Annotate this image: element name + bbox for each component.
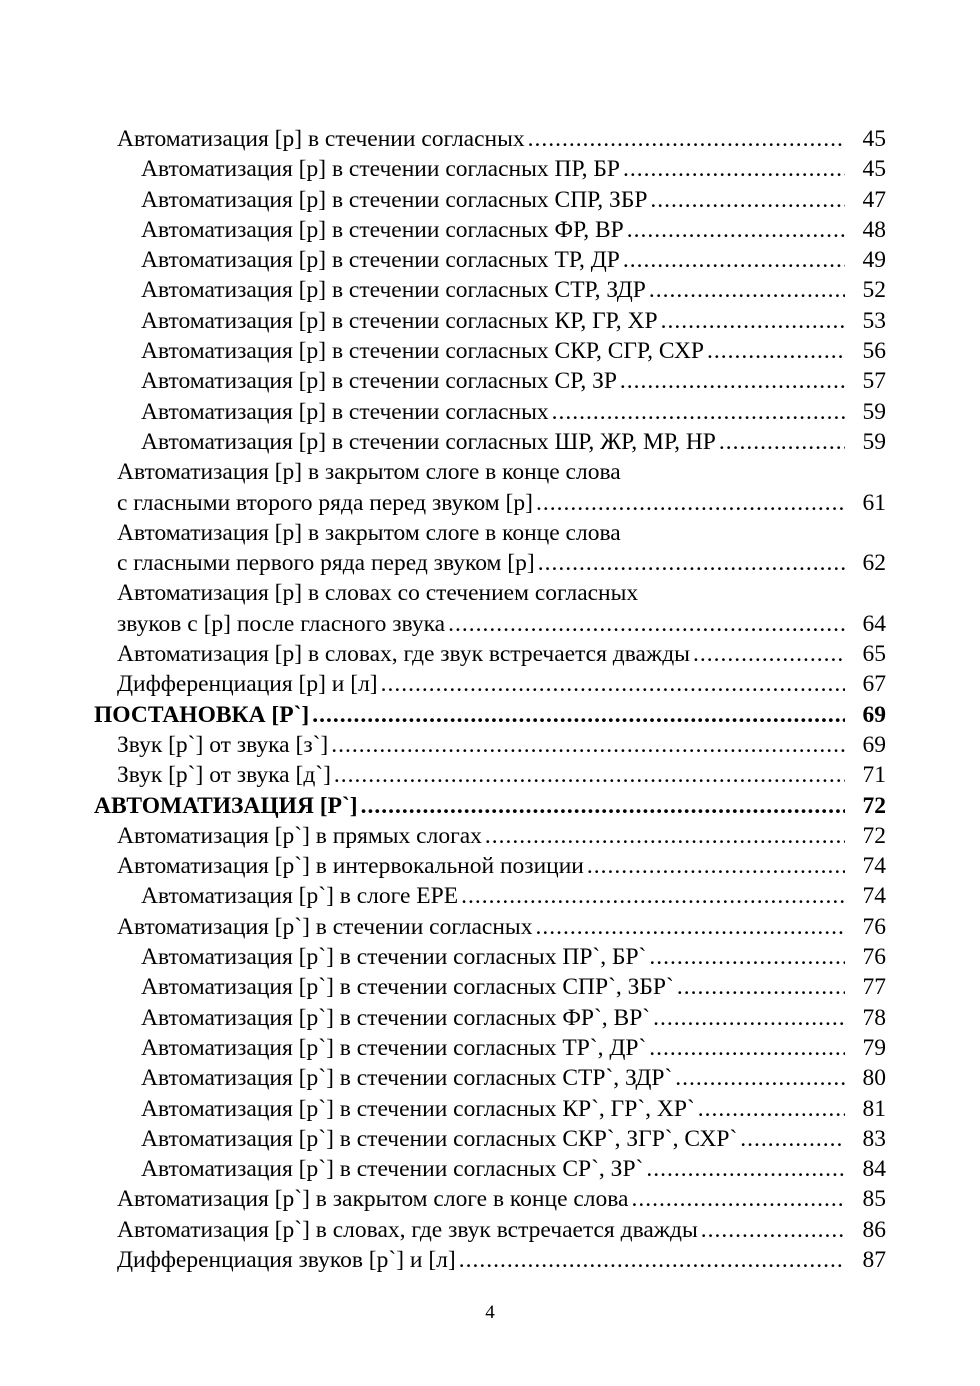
dot-leader bbox=[698, 1094, 845, 1124]
toc-entry-title: Автоматизация [р`] в стечении согласных ТР`, ДР` bbox=[141, 1034, 647, 1061]
toc-entry-page: 77 bbox=[862, 974, 886, 1001]
dot-leader bbox=[461, 881, 845, 911]
toc-entry-title: Автоматизация [р] в стечении согласных СПР, ЗБР bbox=[141, 186, 648, 213]
toc-entry-title: Автоматизация [р`] в стечении согласных СПР`, ЗБР` bbox=[141, 974, 674, 1001]
toc-entry[interactable] bbox=[0, 366, 980, 396]
toc-entry-page: 52 bbox=[862, 277, 886, 304]
toc-entry[interactable] bbox=[0, 972, 980, 1002]
toc-entry-title: Автоматизация [р`] в стечении согласных ПР`, БР` bbox=[141, 944, 647, 971]
toc-entry[interactable] bbox=[0, 912, 980, 942]
toc-entry[interactable] bbox=[0, 578, 980, 639]
toc-entry[interactable] bbox=[0, 700, 980, 730]
page-number: 4 bbox=[485, 1302, 495, 1323]
toc-entry-title: Автоматизация [р] в стечении согласных СТР, ЗДР bbox=[141, 277, 646, 304]
dot-leader bbox=[381, 669, 845, 699]
dot-leader bbox=[361, 791, 845, 821]
toc-entry-title: Автоматизация [р] в стечении согласных ПР, БР bbox=[141, 156, 620, 183]
toc-entry-title: Автоматизация [р] в словах, где звук встречается дважды bbox=[117, 641, 690, 668]
dot-leader bbox=[331, 730, 845, 760]
toc-entry-page: 57 bbox=[862, 368, 886, 395]
toc-entry[interactable] bbox=[0, 185, 980, 215]
toc-entry-page: 84 bbox=[862, 1156, 886, 1183]
toc-entry[interactable] bbox=[0, 154, 980, 184]
dot-leader bbox=[649, 275, 845, 305]
toc-entry-title: Звук [р`] от звука [з`] bbox=[117, 731, 329, 758]
toc-entry[interactable] bbox=[0, 1215, 980, 1245]
toc-entry-title: с гласными второго ряда перед звуком [р] bbox=[117, 489, 533, 516]
dot-leader bbox=[646, 1154, 845, 1184]
dot-leader bbox=[620, 366, 845, 396]
toc-entry-page: 45 bbox=[862, 156, 886, 183]
dot-leader bbox=[623, 154, 845, 184]
toc-entry-title: Автоматизация [р`] в стечении согласных КР`, ГР`, ХР` bbox=[141, 1095, 695, 1122]
dot-leader bbox=[632, 1184, 846, 1214]
dot-leader bbox=[693, 639, 845, 669]
toc-entry-page: 86 bbox=[862, 1216, 886, 1243]
toc-entry-title: Автоматизация [р] в стечении согласных bbox=[117, 126, 525, 152]
toc-entry-page: 74 bbox=[862, 883, 886, 910]
toc-entry-title: Автоматизация [р`] в прямых слогах bbox=[117, 822, 482, 849]
toc-entry-page: 62 bbox=[862, 550, 886, 577]
toc-entry-page: 45 bbox=[862, 126, 886, 152]
toc-entry-title: Звук [р`] от звука [д`] bbox=[117, 762, 331, 789]
toc-entry-title: Дифференциация звуков [р`] и [л] bbox=[117, 1246, 456, 1273]
toc-entry-page: 71 bbox=[862, 762, 886, 789]
dot-leader bbox=[528, 124, 845, 154]
dot-leader bbox=[740, 1124, 845, 1154]
dot-leader bbox=[707, 336, 845, 366]
toc-entry-title: Автоматизация [р] в стечении согласных СКР, СГР, СХР bbox=[141, 338, 705, 365]
dot-leader bbox=[650, 185, 845, 215]
toc-entry[interactable] bbox=[0, 791, 980, 821]
toc-entry[interactable] bbox=[0, 851, 980, 881]
toc-entry-title: Дифференциация [р] и [л] bbox=[117, 671, 378, 698]
toc-entry[interactable] bbox=[0, 306, 980, 336]
toc-entry[interactable] bbox=[0, 397, 980, 427]
toc-entry-title-line1: Автоматизация [р] в словах со стечением согласных bbox=[117, 580, 639, 607]
dot-leader bbox=[649, 1033, 845, 1063]
toc-entry[interactable] bbox=[0, 730, 980, 760]
toc-entry-title: Автоматизация [р`] в интервокальной позиции bbox=[117, 853, 584, 880]
toc-entry[interactable] bbox=[0, 821, 980, 851]
toc-entry[interactable] bbox=[0, 336, 980, 366]
dot-leader bbox=[649, 942, 845, 972]
toc-entry[interactable] bbox=[0, 124, 980, 154]
toc-entry-title: Автоматизация [р] в стечении согласных ФР, ВР bbox=[141, 216, 624, 243]
toc-entry-title: Автоматизация [р] в стечении согласных СР, ЗР bbox=[141, 368, 617, 395]
dot-leader bbox=[448, 609, 845, 639]
toc-entry[interactable] bbox=[0, 1184, 980, 1214]
dot-leader bbox=[653, 1003, 845, 1033]
toc-entry-title-line1: Автоматизация [р] в закрытом слоге в конце слова bbox=[117, 459, 621, 486]
toc-entry[interactable] bbox=[0, 245, 980, 275]
toc-entry-title: Автоматизация [р`] в закрытом слоге в конце слова bbox=[117, 1186, 629, 1213]
toc-entry-title: Автоматизация [р`] в словах, где звук встречается дважды bbox=[117, 1216, 698, 1243]
toc-entry-page: 69 bbox=[862, 701, 886, 728]
toc-entry[interactable] bbox=[0, 1154, 980, 1184]
toc-entry-page: 83 bbox=[862, 1125, 886, 1152]
toc-entry-page: 67 bbox=[862, 671, 886, 698]
dot-leader bbox=[536, 488, 845, 518]
toc-entry-title: АВТОМАТИЗАЦИЯ [Р`] bbox=[94, 792, 358, 819]
dot-leader bbox=[334, 760, 845, 790]
toc-entry-page: 87 bbox=[862, 1246, 886, 1273]
dot-leader bbox=[485, 821, 845, 851]
dot-leader bbox=[535, 912, 845, 942]
toc-entry-page: 76 bbox=[862, 913, 886, 940]
toc-entry-title: Автоматизация [р`] в стечении согласных СКР`, ЗГР`, СХР` bbox=[141, 1125, 738, 1152]
dot-leader bbox=[552, 397, 845, 427]
dot-leader bbox=[677, 972, 845, 1002]
toc-entry[interactable] bbox=[0, 1124, 980, 1154]
toc-entry-page: 80 bbox=[862, 1065, 886, 1092]
toc-entry[interactable] bbox=[0, 760, 980, 790]
toc-entry-title: Автоматизация [р`] в стечении согласных bbox=[117, 913, 533, 940]
toc-entry[interactable] bbox=[0, 1003, 980, 1033]
dot-leader bbox=[623, 245, 845, 275]
toc-entry-page: 81 bbox=[862, 1095, 886, 1122]
toc-entry-page: 64 bbox=[862, 610, 886, 637]
dot-leader bbox=[661, 306, 845, 336]
toc-entry-page: 65 bbox=[862, 641, 886, 668]
toc-entry-title-line1: Автоматизация [р] в закрытом слоге в конце слова bbox=[117, 519, 621, 546]
toc-entry-title: Автоматизация [р`] в стечении согласных ФР`, ВР` bbox=[141, 1004, 651, 1031]
toc-entry-page: 59 bbox=[862, 398, 886, 425]
toc-entry-page: 72 bbox=[862, 792, 886, 819]
table-of-contents bbox=[0, 124, 980, 1275]
toc-entry-title: Автоматизация [р`] в стечении согласных СР`, ЗР` bbox=[141, 1156, 644, 1183]
toc-entry[interactable] bbox=[0, 942, 980, 972]
toc-entry-title: с гласными первого ряда перед звуком [р] bbox=[117, 550, 535, 577]
toc-entry[interactable] bbox=[0, 1094, 980, 1124]
toc-entry-page: 85 bbox=[862, 1186, 886, 1213]
dot-leader bbox=[312, 700, 845, 730]
toc-entry-page: 61 bbox=[862, 489, 886, 516]
toc-entry-page: 49 bbox=[862, 247, 886, 274]
toc-entry[interactable] bbox=[0, 215, 980, 245]
dot-leader bbox=[719, 427, 845, 457]
toc-entry[interactable] bbox=[0, 1063, 980, 1093]
dot-leader bbox=[627, 215, 845, 245]
dot-leader bbox=[459, 1245, 845, 1275]
toc-entry-title: Автоматизация [р`] в стечении согласных СТР`, ЗДР` bbox=[141, 1065, 673, 1092]
toc-entry-title: Автоматизация [р] в стечении согласных КР, ГР, ХР bbox=[141, 307, 658, 334]
toc-entry-page: 72 bbox=[862, 822, 886, 849]
toc-entry-page: 76 bbox=[862, 944, 886, 971]
toc-entry-page: 47 bbox=[862, 186, 886, 213]
dot-leader bbox=[701, 1215, 845, 1245]
toc-entry[interactable] bbox=[0, 881, 980, 911]
toc-entry-page: 69 bbox=[862, 731, 886, 758]
toc-entry-page: 48 bbox=[862, 216, 886, 243]
toc-entry-page: 74 bbox=[862, 853, 886, 880]
toc-entry-page: 59 bbox=[862, 428, 886, 455]
toc-entry[interactable] bbox=[0, 669, 980, 699]
dot-leader bbox=[587, 851, 845, 881]
toc-entry[interactable] bbox=[0, 518, 980, 579]
toc-entry-page: 79 bbox=[862, 1034, 886, 1061]
toc-entry[interactable] bbox=[0, 1033, 980, 1063]
toc-entry-title: Автоматизация [р] в стечении согласных bbox=[141, 398, 549, 425]
toc-entry-page: 78 bbox=[862, 1004, 886, 1031]
toc-entry[interactable] bbox=[0, 1245, 980, 1275]
toc-entry-title: ПОСТАНОВКА [Р`] bbox=[94, 701, 310, 728]
dot-leader bbox=[675, 1063, 845, 1093]
toc-entry-title: звуков с [р] после гласного звука bbox=[117, 610, 446, 637]
toc-entry-title: Автоматизация [р`] в слоге ЕРЕ bbox=[141, 883, 459, 910]
toc-entry-page: 56 bbox=[862, 338, 886, 365]
toc-entry-title: Автоматизация [р] в стечении согласных ТР, ДР bbox=[141, 247, 620, 274]
toc-entry-page: 53 bbox=[862, 307, 886, 334]
dot-leader bbox=[538, 548, 845, 578]
toc-entry[interactable] bbox=[0, 457, 980, 518]
toc-entry[interactable] bbox=[0, 639, 980, 669]
toc-entry[interactable] bbox=[0, 427, 980, 457]
toc-entry-title: Автоматизация [р] в стечении согласных ШР, ЖР, МР, НР bbox=[141, 428, 716, 455]
toc-entry[interactable] bbox=[0, 275, 980, 305]
